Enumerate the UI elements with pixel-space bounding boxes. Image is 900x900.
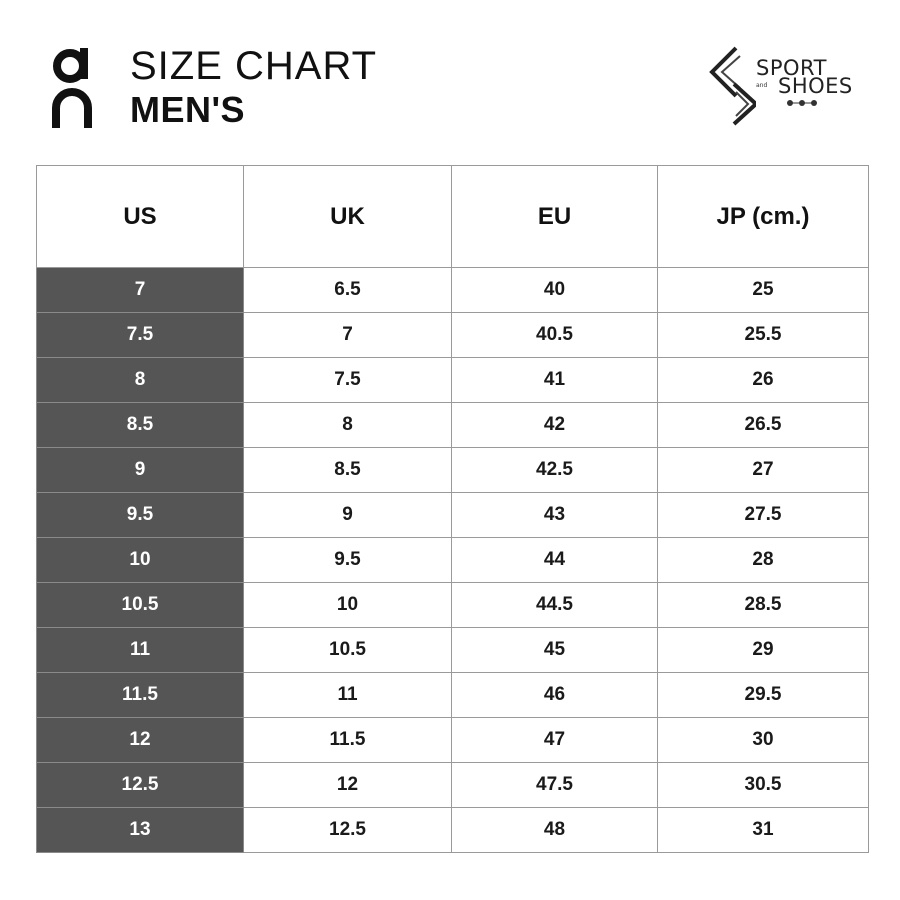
cell-jp: 27: [658, 448, 869, 493]
table-row: [37, 763, 869, 808]
column-header-us: US: [37, 166, 244, 268]
table-body: [37, 268, 869, 853]
chevron-arrows-icon: [706, 44, 756, 130]
column-header-jp: JP (cm.): [658, 166, 869, 268]
cell-eu: 43: [452, 493, 658, 538]
cell-eu: 47.5: [452, 763, 658, 808]
table-header-row: [37, 166, 869, 268]
column-header-uk: UK: [244, 166, 452, 268]
table-row: [37, 493, 869, 538]
dots-icon: [786, 99, 826, 107]
cell-eu: 45: [452, 628, 658, 673]
cell-us: 9: [37, 448, 244, 493]
cell-us: 7: [37, 268, 244, 313]
table-row: [37, 358, 869, 403]
cell-us: 9.5: [37, 493, 244, 538]
cell-eu: 42: [452, 403, 658, 448]
cell-uk: 7: [244, 313, 452, 358]
cell-jp: 26: [658, 358, 869, 403]
cell-uk: 11: [244, 673, 452, 718]
cell-jp: 29: [658, 628, 869, 673]
cell-eu: 42.5: [452, 448, 658, 493]
sport-and-shoes-logo: [706, 44, 860, 130]
cell-uk: 12.5: [244, 808, 452, 853]
column-header-eu: EU: [452, 166, 658, 268]
table-row: [37, 808, 869, 853]
cell-eu: 46: [452, 673, 658, 718]
table-row: [37, 673, 869, 718]
table-row: [37, 628, 869, 673]
cell-us: 10: [37, 538, 244, 583]
table-row: [37, 718, 869, 763]
size-chart-table: [36, 165, 869, 853]
cell-us: 10.5: [37, 583, 244, 628]
table-row: [37, 448, 869, 493]
cell-us: 8.5: [37, 403, 244, 448]
page-subtitle: MEN'S: [130, 89, 246, 130]
cell-jp: 25: [658, 268, 869, 313]
cell-jp: 25.5: [658, 313, 869, 358]
cell-jp: 29.5: [658, 673, 869, 718]
table-row: [37, 538, 869, 583]
cell-eu: 40: [452, 268, 658, 313]
cell-eu: 44.5: [452, 583, 658, 628]
cell-eu: 44: [452, 538, 658, 583]
table-row: [37, 313, 869, 358]
cell-us: 12: [37, 718, 244, 763]
cell-uk: 10.5: [244, 628, 452, 673]
page-title: SIZE CHART: [130, 44, 378, 88]
cell-jp: 30: [658, 718, 869, 763]
table-row: [37, 268, 869, 313]
cell-us: 8: [37, 358, 244, 403]
cell-eu: 48: [452, 808, 658, 853]
logo-text-and: and: [756, 82, 768, 89]
cell-jp: 26.5: [658, 403, 869, 448]
cell-jp: 31: [658, 808, 869, 853]
table-row: [37, 403, 869, 448]
cell-uk: 9.5: [244, 538, 452, 583]
cell-uk: 11.5: [244, 718, 452, 763]
cell-uk: 8.5: [244, 448, 452, 493]
cell-uk: 7.5: [244, 358, 452, 403]
cell-eu: 41: [452, 358, 658, 403]
cell-eu: 47: [452, 718, 658, 763]
cell-uk: 9: [244, 493, 452, 538]
cell-uk: 12: [244, 763, 452, 808]
cell-jp: 27.5: [658, 493, 869, 538]
title-block: [130, 44, 377, 132]
cell-jp: 30.5: [658, 763, 869, 808]
logo-text-shoes: SHOES: [778, 74, 853, 98]
cell-us: 12.5: [37, 763, 244, 808]
logo-text-sport: SPORT: [756, 56, 827, 80]
cell-uk: 6.5: [244, 268, 452, 313]
cell-us: 11.5: [37, 673, 244, 718]
cell-uk: 10: [244, 583, 452, 628]
cell-us: 11: [37, 628, 244, 673]
cell-us: 7.5: [37, 313, 244, 358]
cell-uk: 8: [244, 403, 452, 448]
cell-jp: 28: [658, 538, 869, 583]
on-brand-logo: [50, 46, 94, 130]
table-row: [37, 583, 869, 628]
cell-eu: 40.5: [452, 313, 658, 358]
cell-us: 13: [37, 808, 244, 853]
cell-jp: 28.5: [658, 583, 869, 628]
